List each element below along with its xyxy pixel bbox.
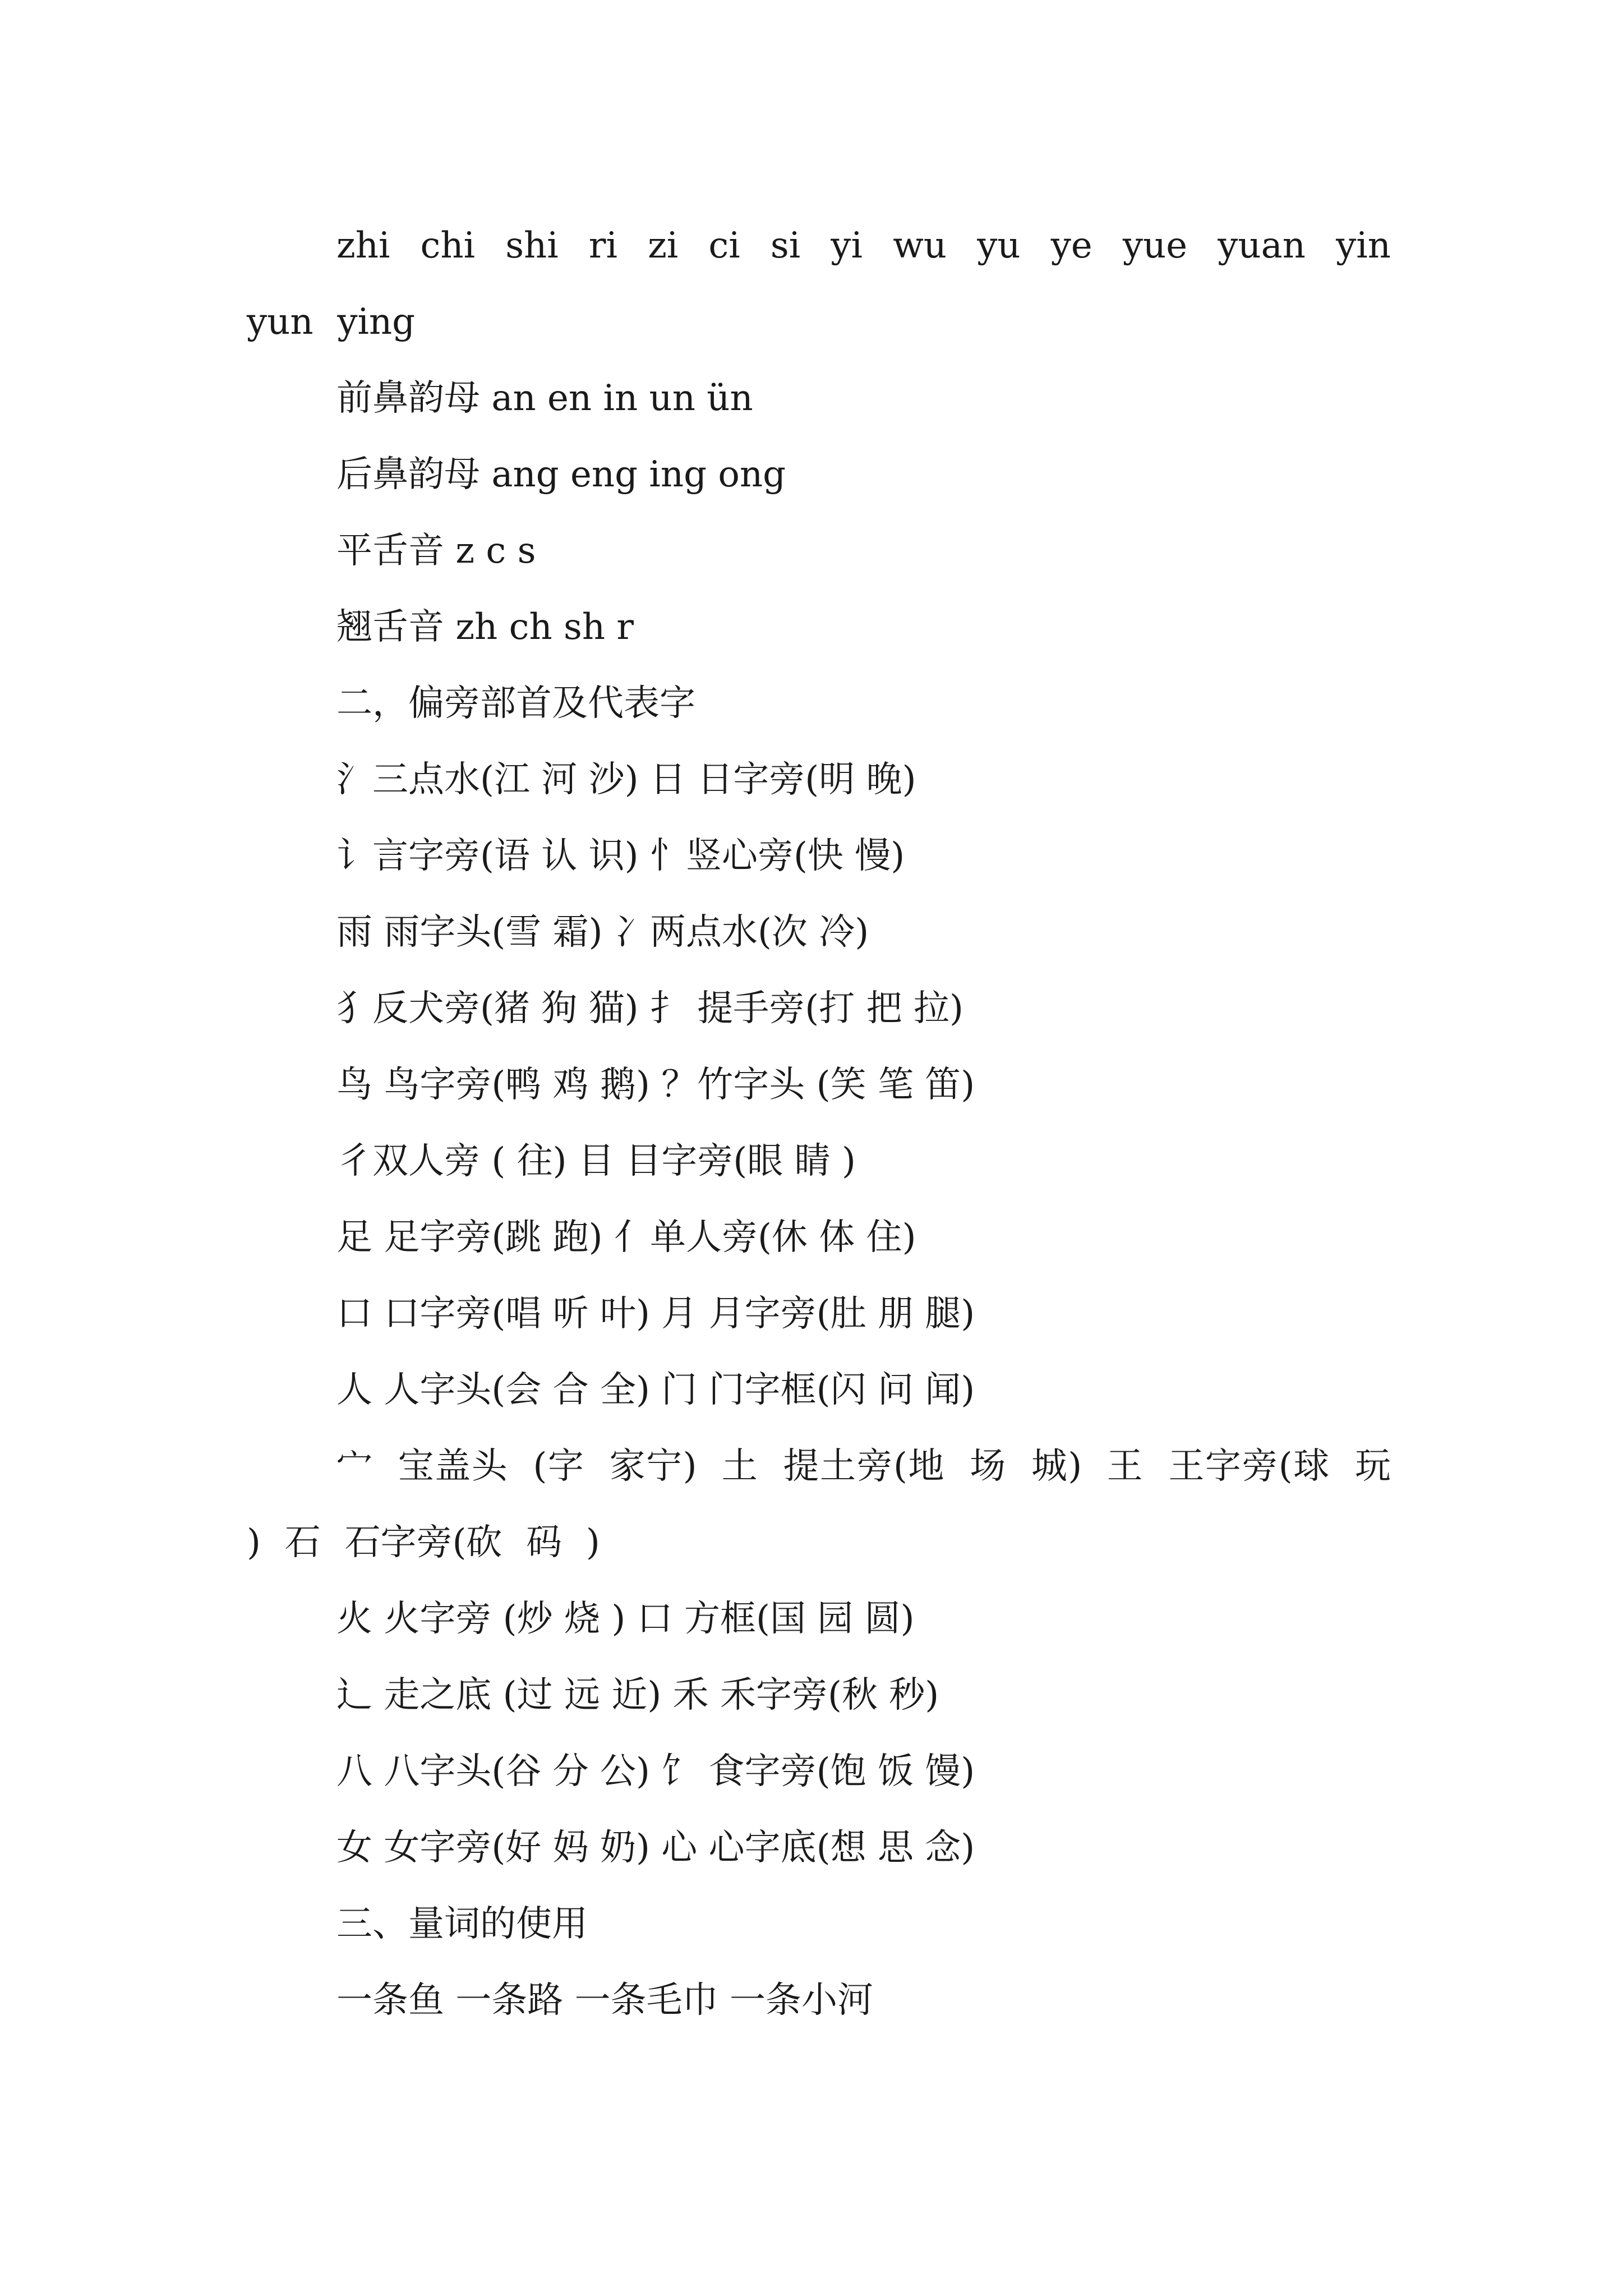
radical-line: 氵三点水(江 河 沙) 日 日字旁(明 晚): [336, 759, 916, 800]
back-nasal-finals-line: 后鼻韵母 ang eng ing ong: [336, 454, 786, 495]
section-heading-measure-words: 三、量词的使用: [336, 1903, 588, 1945]
radical-line: 彳双人旁 ( 往) 目 目字旁(眼 睛 ): [336, 1140, 856, 1182]
radical-line: 火 火字旁 (炒 烧 ) 口 方框(国 园 圆): [336, 1598, 915, 1640]
radical-line: 雨 雨字头(雪 霜) 冫两点水(次 冷): [336, 912, 869, 953]
radical-line: 口 口字旁(唱 听 叶) 月 月字旁(肚 朋 腿): [336, 1293, 975, 1335]
pinyin-syllables-line: zhi chi shi ri zi ci si yi wu yu ye yue yuan yin yun ying: [247, 225, 1391, 343]
radical-line: 足 足字旁(跳 跑) 亻单人旁(休 体 住): [336, 1217, 916, 1258]
radical-line: 宀 宝盖头 (字 家宁) 土 提土旁(地 场 城) 王 王字旁(球 玩 ) 石 石字旁(砍 码 ): [247, 1446, 1391, 1563]
section-heading-radicals: 二，偏旁部首及代表字: [336, 683, 695, 724]
radical-line: 讠言字旁(语 认 识) 忄竖心旁(快 慢): [336, 835, 905, 877]
radical-line: 鸟 鸟字旁(鸭 鸡 鹅) ？竹字头 (笑 笔 笛): [336, 1064, 975, 1106]
radical-line: 犭反犬旁(猪 狗 猫) 扌 提手旁(打 把 拉): [336, 988, 963, 1029]
retroflex-line: 翘舌音 zh ch sh r: [336, 606, 634, 648]
radical-line: 人 人字头(会 合 全) 门 门字框(闪 问 闻): [336, 1369, 975, 1411]
front-nasal-finals-line: 前鼻韵母 an en in un ün: [336, 378, 753, 419]
radical-line: 辶 走之底 (过 远 近) 禾 禾字旁(秋 秒): [336, 1674, 939, 1716]
flat-tongue-line: 平舌音 z c s: [336, 530, 536, 572]
radical-line: 女 女字旁(好 妈 奶) 心 心字底(想 思 念): [336, 1827, 975, 1869]
document-body: [247, 208, 1391, 2039]
measure-word-line: 一条鱼 一条路 一条毛巾 一条小河: [336, 1980, 874, 2021]
radical-line: 八 八字头(谷 分 公) 饣 食字旁(饱 饭 馒): [336, 1751, 975, 1792]
